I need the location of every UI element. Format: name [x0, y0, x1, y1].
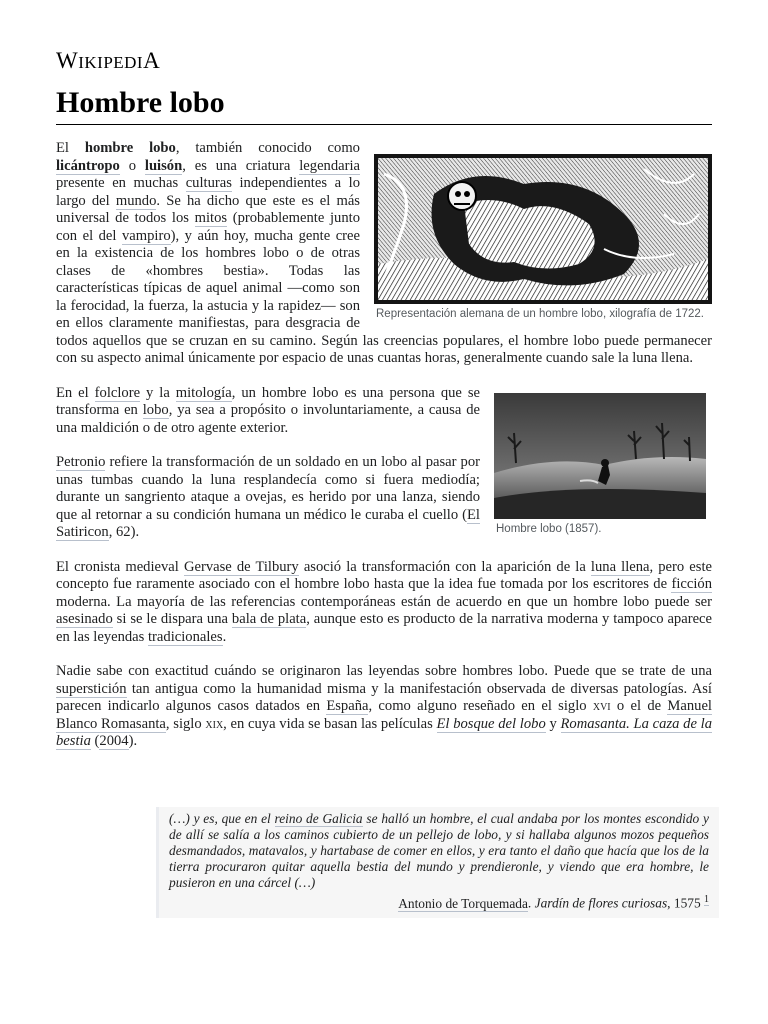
- engraving-werewolf-landscape[interactable]: [494, 393, 706, 519]
- quote-source: [169, 892, 709, 911]
- link-espana[interactable]: España: [326, 698, 369, 714]
- link-folclore[interactable]: folclore: [94, 384, 141, 401]
- link-manuel-blanco-romasanta[interactable]: Manuel Blanco Romasanta: [56, 698, 712, 732]
- text: .: [222, 628, 227, 645]
- text: moderna. La mayoría de las referencias contemporáneas están de acuerdo en que un hombre lobo puede ser: [56, 593, 712, 610]
- footnote-ref[interactable]: 1: [704, 894, 709, 906]
- text: , como alguno reseñado en el siglo: [368, 698, 593, 714]
- text: , un hombre lobo es una persona que se transforma en: [56, 384, 481, 418]
- woodcut-werewolf-illustration[interactable]: [374, 154, 712, 304]
- wordmark-smallcaps: IKIPEDI: [78, 53, 144, 72]
- link-tradicionales[interactable]: tradicionales: [148, 628, 223, 645]
- link-supersticion[interactable]: superstición: [56, 680, 127, 697]
- text: tan antigua como la humanidad misma y la manifestación observada de diversas patologías. Así parecen indicarlo algunos casos datados en: [56, 680, 712, 714]
- text: asoció la transformación con la aparición de la: [298, 558, 591, 575]
- link-luison[interactable]: luisón: [144, 157, 183, 174]
- text: refiere la transformación de un soldado en un lobo al pasar por unas tumbas cuando la luna resplandecía como si fuera mediodía; durante un sangriento ataque a ovejas, es herido por una lanza, siendo que al retornar a su condición humana un médico le curaba el cuello (: [56, 454, 480, 523]
- text: , 1575: [667, 895, 704, 911]
- text: y: [545, 715, 561, 732]
- quote-text: [169, 811, 709, 891]
- link-el-bosque-del-lobo[interactable]: El bosque del lobo: [436, 715, 546, 732]
- blockquote-torquemada: [156, 807, 719, 917]
- link-bala-de-plata[interactable]: bala de plata: [231, 611, 307, 627]
- text: , es una criatura: [182, 157, 300, 174]
- link-culturas[interactable]: culturas: [185, 175, 232, 191]
- link-antonio-de-torquemada[interactable]: Antonio de Torquemada: [398, 895, 528, 911]
- text: se halló un hombre, el cual andaba por los montes escondido y de allí se salía a los caminos cubierto de un pellejo de lobo, y si hallaba algunos mozos pequeños desmandados, matavalos, y hartabase de comer en ellos, y era tanto el daño que hacía que los de la tierra procuraron quitar aquella bestia del mundo y prendieronle, y viendo que era hombre, le pusieron en una cárcel (…): [169, 811, 709, 891]
- link-romasanta[interactable]: Romasanta. La caza de la bestia: [56, 715, 712, 749]
- figure-caption: Representación alemana de un hombre lobo, xilografía de 1722.: [376, 308, 704, 320]
- work-title: Jardín de flores curiosas: [534, 895, 668, 911]
- link-lobo[interactable]: lobo: [142, 402, 169, 418]
- link-reino-de-galicia[interactable]: reino de Galicia: [274, 811, 363, 827]
- text: , siglo: [165, 715, 206, 732]
- figure-caption: Hombre lobo (1857).: [496, 522, 602, 535]
- link-vampiro[interactable]: vampiro: [121, 227, 171, 244]
- text: o: [119, 157, 145, 174]
- wordmark-initial: W: [56, 48, 79, 73]
- text: El cronista medieval: [56, 558, 184, 575]
- text: presente en muchas: [56, 175, 186, 191]
- link-el-satiricon[interactable]: El Satiricon: [56, 506, 480, 540]
- text: , aunque esto es producto de la narrativa moderna y tampoco aparece en las leyendas: [56, 611, 712, 645]
- figure-woodcut: [374, 154, 712, 322]
- link-2004[interactable]: 2004: [99, 733, 129, 749]
- century-numeral: xvi: [592, 698, 611, 714]
- wikipedia-wordmark[interactable]: [56, 48, 160, 74]
- text: , 62).: [108, 524, 140, 540]
- text: independientes a lo largo del: [56, 175, 360, 209]
- wordmark-final: A: [143, 48, 161, 73]
- link-petronio[interactable]: Petronio: [56, 454, 106, 470]
- text: . Se ha dicho que este es el más universal de todos los: [56, 192, 360, 226]
- text: (probablemente junto con el del: [56, 210, 360, 244]
- link-ficcion[interactable]: ficción: [671, 576, 712, 592]
- text: , en cuya vida se basan las películas: [223, 715, 437, 732]
- link-luna-llena[interactable]: luna llena: [590, 558, 650, 575]
- text: Nadie sabe con exactitud cuándo se originaron las leyendas sobre hombres lobo. Puede que se trate de una: [56, 663, 712, 679]
- text: si se le dispara una: [112, 611, 232, 627]
- page-title: Hombre lobo: [56, 86, 712, 125]
- text: (: [90, 733, 100, 749]
- link-mitos[interactable]: mitos: [194, 210, 228, 226]
- paragraph-origen: [56, 663, 712, 751]
- bold-term: hombre lobo: [84, 140, 176, 156]
- century-numeral: xix: [205, 715, 224, 732]
- text: , también conocido como: [175, 140, 360, 156]
- article-body: [56, 140, 712, 768]
- text: , pero este concepto fue raramente asociado con el hombre lobo hasta que la idea fue tomada por los escritores de: [56, 558, 712, 592]
- link-mundo[interactable]: mundo: [115, 192, 157, 209]
- link-licantropo[interactable]: licántropo: [56, 157, 120, 174]
- text: En el: [56, 384, 95, 401]
- text: o el de: [610, 698, 668, 714]
- text: (…) y es, que en el: [169, 811, 275, 827]
- paragraph-tilbury: [56, 559, 712, 647]
- text: El: [56, 140, 85, 156]
- figure-engraving: [494, 393, 712, 537]
- text: .: [527, 895, 535, 911]
- text: , ya sea a propósito o involuntariamente, a causa de una maldición o de otro agente exterior.: [56, 402, 480, 436]
- text: ), y aún hoy, mucha gente cree en la existencia de los hombres lobo o de otras clases de «hombres bestia». Todas las características típicas de aquel animal —como son la ferocidad, la fuerza, la astucia y la rapidez— son en ellos claramente manifiestas, para desgracia de todos aquellos que se cruzan en su camino. Según las creencias populares, el hombre lobo puede permanecer con su aspecto animal únicamente por espacio de unas cuantas horas, generalmente cuando sale la luna llena.: [56, 227, 712, 366]
- link-mitologia[interactable]: mitología: [175, 384, 232, 401]
- link-asesinado[interactable]: asesinado: [56, 611, 113, 627]
- text: ).: [128, 733, 138, 749]
- text: y la: [140, 384, 176, 401]
- link-legendaria[interactable]: legendaria: [299, 157, 361, 174]
- link-gervase-de-tilbury[interactable]: Gervase de Tilbury: [183, 558, 299, 575]
